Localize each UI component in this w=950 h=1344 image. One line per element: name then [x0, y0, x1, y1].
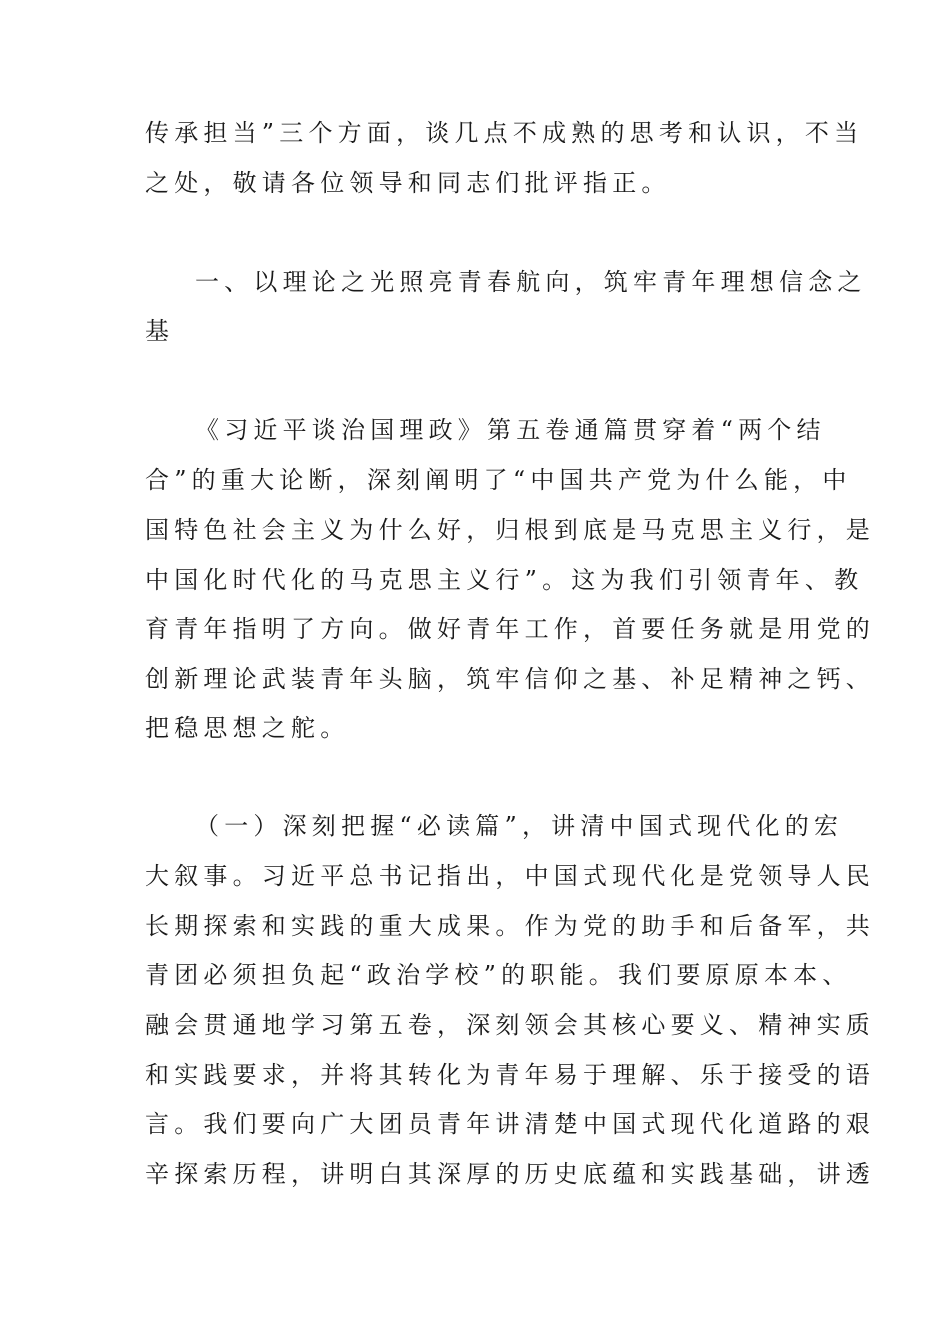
text-line: 国特色社会主义为什么好，归根到底是马克思主义行，是 [145, 516, 875, 544]
text-line: 之处，敬请各位领导和同志们批评指正。 [145, 169, 671, 197]
text-line: 和实践要求，并将其转化为青年易于理解、乐于接受的语 [145, 1061, 875, 1089]
text-line: 融会贯通地学习第五卷，深刻领会其核心要义、精神实质 [145, 1011, 875, 1039]
text-line: 大叙事。习近平总书记指出，中国式现代化是党领导人民 [145, 862, 875, 890]
text-line: 辛探索历程，讲明白其深厚的历史底蕴和实践基础，讲透 [145, 1160, 875, 1188]
subsection-paragraph-start: （一）深刻把握“必读篇”，讲清中国式现代化的宏 [195, 812, 844, 840]
text-line: 言。我们要向广大团员青年讲清楚中国式现代化道路的艰 [145, 1110, 875, 1138]
text-line: 育青年指明了方向。做好青年工作，首要任务就是用党的 [145, 615, 875, 643]
section-heading: 一、以理论之光照亮青春航向，筑牢青年理想信念之 [195, 268, 867, 296]
paragraph-start: 《习近平谈治国理政》第五卷通篇贯穿着“两个结 [195, 416, 826, 444]
text-line: 长期探索和实践的重大成果。作为党的助手和后备军，共 [145, 912, 875, 940]
text-line: 合”的重大论断，深刻阐明了“中国共产党为什么能，中 [145, 466, 852, 494]
text-line: 青团必须担负起“政治学校”的职能。我们要原原本本、 [145, 961, 852, 989]
text-line: 中国化时代化的马克思主义行”。这为我们引领青年、教 [145, 566, 864, 594]
text-line: 把稳思想之舵。 [145, 714, 350, 742]
text-line: 创新理论武装青年头脑，筑牢信仰之基、补足精神之钙、 [145, 665, 875, 693]
text-line: 传承担当”三个方面，谈几点不成熟的思考和认识，不当 [145, 119, 864, 147]
section-heading-continuation: 基 [145, 317, 175, 345]
